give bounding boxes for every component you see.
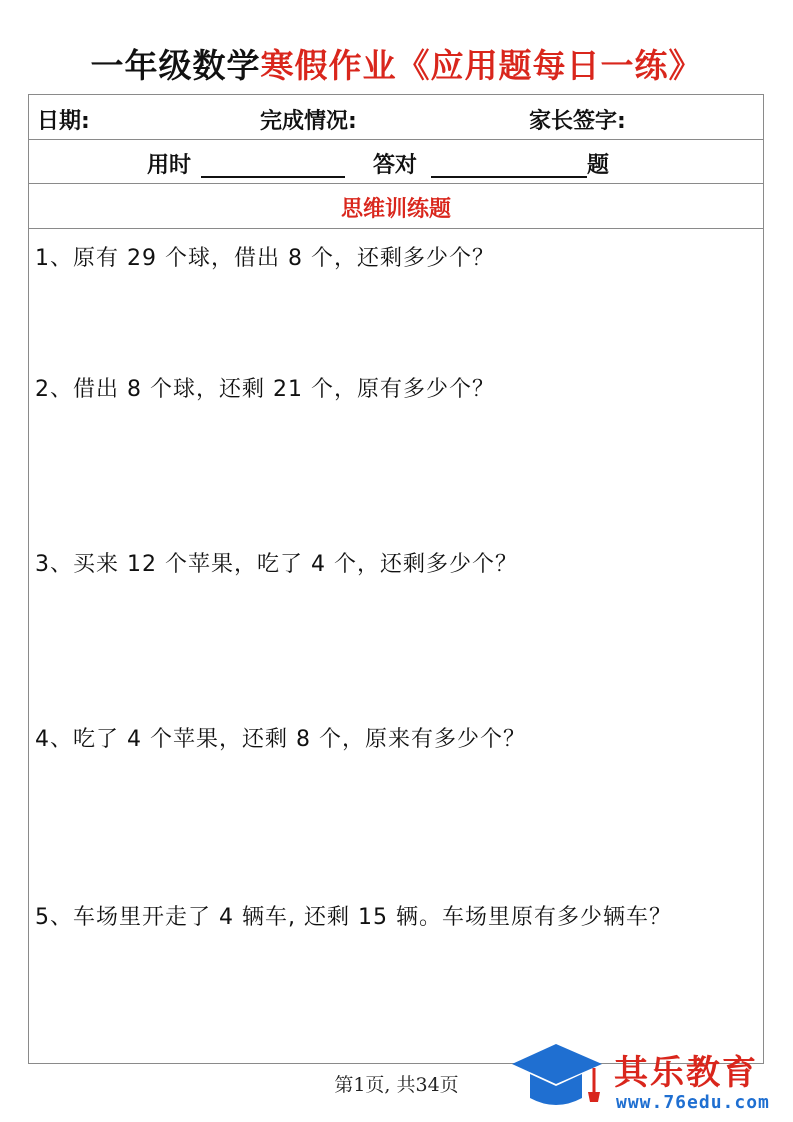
question-4: 4、吃了 4 个苹果，还剩 8 个，原来有多少个？	[35, 727, 526, 752]
brand-url: www.76edu.com	[616, 1092, 770, 1113]
page-number: 第1页, 共34页	[334, 1074, 459, 1096]
section-title-row	[29, 184, 763, 229]
date-label: 日期:	[37, 109, 90, 134]
time-used-blank	[201, 176, 345, 178]
brand-logo	[510, 1040, 790, 1118]
correct-count-blank	[431, 176, 587, 178]
question-2: 2、借出 8 个球，还剩 21 个，原有多少个？	[35, 377, 495, 402]
question-unit-label: 题	[587, 153, 610, 178]
question-5: 5、车场里开走了 4 辆车, 还剩 15 辆。车场里原有多少辆车？	[35, 905, 672, 930]
correct-count-label: 答对	[373, 153, 418, 178]
question-3: 3、买来 12 个苹果，吃了 4 个，还剩多少个？	[35, 552, 518, 577]
completion-status-label: 完成情况:	[260, 109, 357, 134]
worksheet-title	[0, 40, 793, 87]
worksheet-table	[28, 94, 764, 1064]
time-used-label: 用时	[147, 153, 192, 178]
header-row	[29, 95, 763, 140]
question-1: 1、原有 29 个球，借出 8 个，还剩多少个？	[35, 246, 495, 271]
brand-name: 其乐教育	[614, 1053, 758, 1093]
scoring-row	[29, 140, 763, 184]
section-title: 思维训练题	[340, 197, 451, 222]
parent-signature-label: 家长签字:	[529, 109, 626, 134]
title-grade-subject: 一年级数学	[90, 46, 261, 85]
title-homework-name: 寒假作业《应用题每日一练》	[260, 46, 703, 85]
graduation-cap-icon	[510, 1040, 610, 1118]
